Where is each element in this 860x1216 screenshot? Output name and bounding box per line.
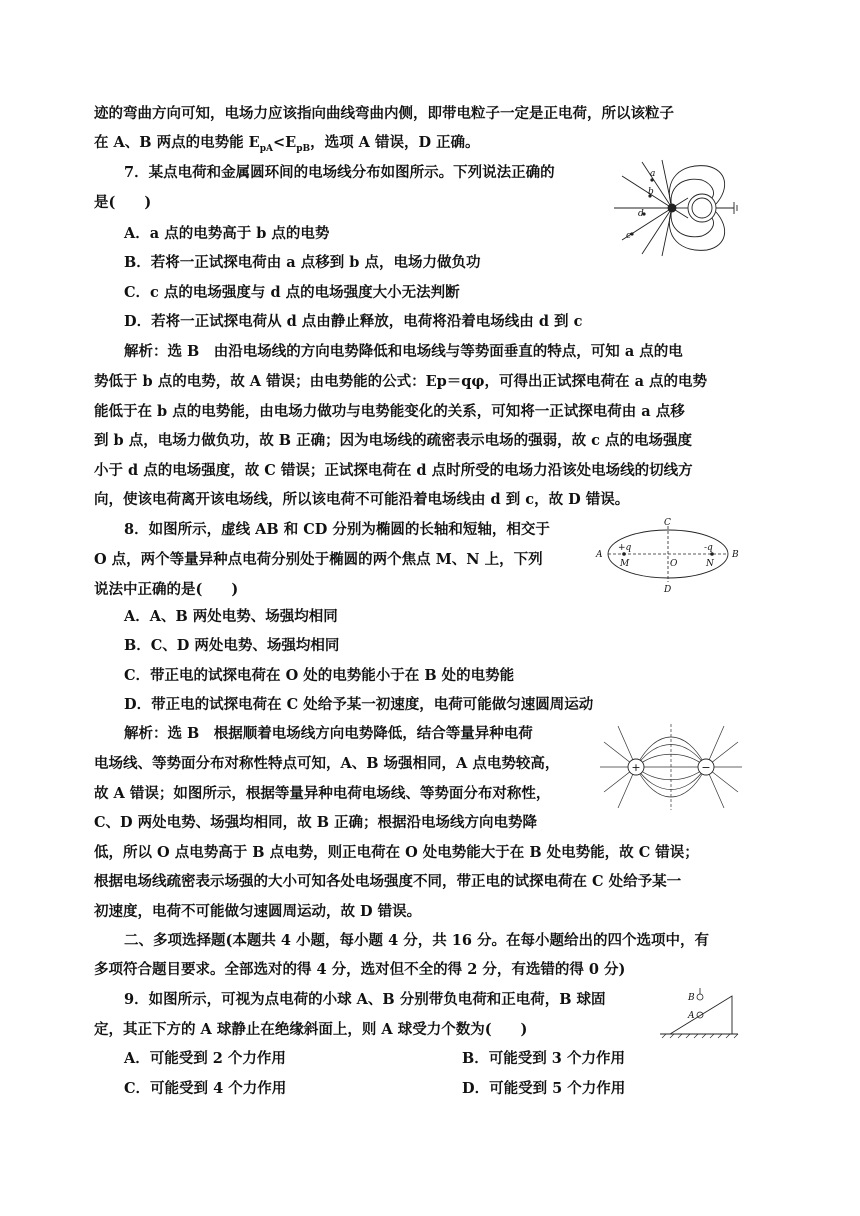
- s7-line-2: 势低于 b 点的电势，故 A 错误；由电势能的公式：Ep＝qφ，可得出正试探电荷在 a 点的电势: [94, 373, 708, 390]
- fig8-label-plus-q: +q: [618, 543, 632, 553]
- q7-option-a: A．a 点的电势高于 b 点的电势: [124, 225, 330, 242]
- fig7-label-a: a: [650, 169, 656, 179]
- figure-9-incline: [660, 986, 740, 1042]
- q7-option-c: C．c 点的电场强度与 d 点的电场强度大小无法判断: [124, 284, 460, 301]
- q7-option-d: D．若将一正试探电荷从 d 点由静止释放，电荷将沿着电场线由 d 到 c: [124, 313, 583, 330]
- s7-line-5: 小于 d 点的电场强度，故 C 错误；正试探电荷在 d 点时所受的电场力沿该处电场线的切线方: [94, 462, 693, 479]
- fig8-label-n: N: [706, 559, 714, 569]
- fig9-label-b: B: [688, 993, 695, 1003]
- fig7-label-c: c: [626, 231, 632, 241]
- fig9-label-a: A: [688, 1011, 695, 1021]
- q9-option-d: D．可能受到 5 个力作用: [462, 1080, 626, 1097]
- fig8-label-d: D: [664, 585, 672, 595]
- fig8-label-m: M: [620, 559, 630, 569]
- fig7-label-d: d: [638, 209, 644, 219]
- s7-line-1: 解析：选 B 由沿电场线的方向电势降低和电场线与等势面垂直的特点，可知 a 点的电: [124, 343, 683, 360]
- s8-line-4: C、D 两处电势、场强均相同，故 B 正确；根据沿电场线方向电势降: [94, 814, 538, 831]
- fig8-label-minus-q: -q: [704, 543, 713, 553]
- q7-stem-1: 7．某点电荷和金属圆环间的电场线分布如图所示。下列说法正确的: [124, 164, 555, 181]
- q8-stem-3: 说法中正确的是( ): [94, 581, 239, 598]
- line-2: [94, 133, 480, 159]
- s8-line-3: 故 A 错误；如图所示，根据等量异种电荷电场线、等势面分布对称性，: [94, 785, 551, 802]
- q8-option-a: A．A、B 两处电势、场强均相同: [124, 608, 338, 625]
- q8-option-b: B．C、D 两处电势、场强均相同: [124, 637, 340, 654]
- fig8b-minus: −: [701, 761, 711, 774]
- line-2-mid: <E: [272, 134, 297, 151]
- s7-line-6: 向，使该电荷离开该电场线，所以该电荷不可能沿着电场线由 d 到 c，故 D 错误。: [94, 491, 630, 508]
- q9-stem-1: 9．如图所示，可视为点电荷的小球 A、B 分别带负电荷和正电荷，B 球固: [124, 991, 606, 1008]
- fig8-label-b: B: [732, 550, 739, 560]
- fig8-label-a: A: [596, 550, 603, 560]
- line-2-start: 在 A、B 两点的电势能 E: [94, 134, 260, 151]
- fig8-label-o: O: [670, 559, 678, 569]
- q7-option-b: B．若将一正试探电荷由 a 点移到 b 点，电场力做负功: [124, 254, 481, 271]
- figure-8-dipole-field: [596, 722, 746, 812]
- q9-option-c: C．可能受到 4 个力作用: [124, 1080, 287, 1097]
- q9-option-b: B．可能受到 3 个力作用: [462, 1050, 625, 1067]
- s7-line-4: 到 b 点，电场力做负功，故 B 正确；因为电场线的疏密表示电场的强弱，故 c 点的电场强度: [94, 432, 693, 449]
- s8-line-6: 根据电场线疏密表示场强的大小可知各处电场强度不同，带正电的试探电荷在 C 处给予某一: [94, 873, 682, 890]
- q8-option-c: C．带正电的试探电荷在 O 处的电势能小于在 B 处的电势能: [124, 667, 515, 684]
- section-2-heading-1: 二、多项选择题(本题共 4 小题，每小题 4 分，共 16 分。在每小题给出的四个选项中，有: [124, 932, 710, 949]
- line-2-end: ，选项 A 错误，D 正确。: [310, 134, 480, 151]
- s8-line-2: 电场线、等势面分布对称性特点可知，A、B 场强相同，A 点电势较高，: [94, 755, 560, 772]
- sub-pb: pB: [296, 143, 311, 154]
- q8-option-d: D．带正电的试探电荷在 C 处给予某一初速度，电荷可能做匀速圆周运动: [124, 696, 594, 713]
- s7-line-3: 能低于在 b 点的电势能，由电场力做功与电势能变化的关系，可知将一正试探电荷由 a 点移: [94, 403, 685, 420]
- q8-stem-1: 8．如图所示，虚线 AB 和 CD 分别为椭圆的长轴和短轴，相交于: [124, 521, 550, 538]
- q9-option-a: A．可能受到 2 个力作用: [124, 1050, 286, 1067]
- fig7-label-b: b: [648, 187, 654, 197]
- fig8b-plus: +: [631, 761, 641, 774]
- s8-line-7: 初速度，电荷不可能做匀速圆周运动，故 D 错误。: [94, 903, 422, 920]
- fig8-label-c: C: [664, 518, 671, 528]
- figure-8-ellipse: [594, 516, 744, 596]
- q8-stem-2: O 点，两个等量异种点电荷分别处于椭圆的两个焦点 M、N 上，下列: [94, 551, 543, 568]
- q7-stem-2: 是( ): [94, 194, 152, 211]
- s8-line-1: 解析：选 B 根据顺着电场线方向电势降低，结合等量异种电荷: [124, 725, 533, 742]
- q9-stem-2: 定，其正下方的 A 球静止在绝缘斜面上，则 A 球受力个数为( ): [94, 1021, 528, 1038]
- figure-7-field-lines: [612, 158, 742, 258]
- s8-line-5: 低，所以 O 点电势高于 B 点电势，则正电荷在 O 处电势能大于在 B 处电势能，故 C 错误；: [94, 844, 699, 861]
- line-1: 迹的弯曲方向可知，电场力应该指向曲线弯曲内侧，即带电粒子一定是正电荷，所以该粒子: [94, 105, 674, 122]
- section-2-heading-2: 多项符合题目要求。全部选对的得 4 分，选对但不全的得 2 分，有选错的得 0 分): [94, 961, 626, 978]
- sub-pa: pA: [259, 143, 273, 154]
